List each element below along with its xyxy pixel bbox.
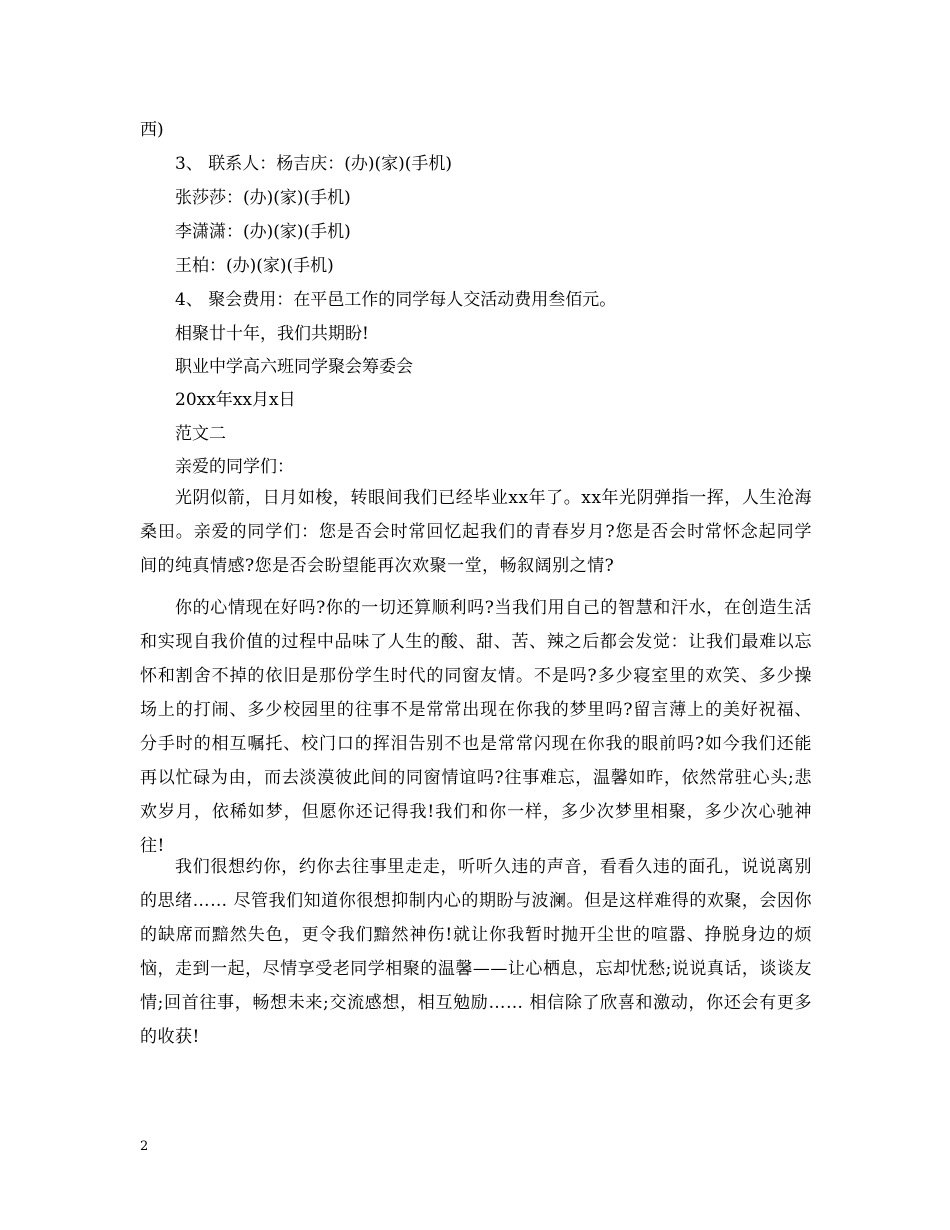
text-line-continuation: 西) — [140, 120, 164, 140]
body-paragraph: 我们很想约你，约你去往事里走走，听听久违的声音，看看久违的面孔，说说离别的思绪…… 尽管我们知道你很想抑制内心的期盼与波澜。但是这样难得的欢聚，会因你的缺席而黯然失色，更令我们黯然神伤!就让你我暂时抛开尘世的喧嚣、挣脱身边的烦恼，走到一起，尽情享受老同学相聚的温馨——让心栖息，忘却忧愁;说说真话，谈谈友情;回首往事，畅想未来;交流感想，相互勉励…… 相信除了欣喜和激动，你还会有更多的收获! — [140, 857, 812, 1047]
text-line-committee: 职业中学高六班同学聚会筹委会 — [175, 357, 413, 377]
text-line-date: 20xx年xx月x日 — [175, 390, 296, 410]
text-line-fee: 4、 聚会费用：在平邑工作的同学每人交活动费用叁佰元。 — [175, 290, 617, 310]
body-paragraph: 光阴似箭，日月如梭，转眼间我们已经毕业xx年了。xx年光阴弹指一挥，人生沧海桑田。亲爱的同学们：您是否会时常回忆起我们的青春岁月?您是否会时常怀念起同学间的纯真情感?您是否会盼望能再次欢聚一堂，畅叙阔别之情? — [140, 488, 812, 576]
salutation: 亲爱的同学们： — [175, 457, 294, 477]
text-line-contact-zhang: 张莎莎：(办)(家)(手机) — [175, 188, 351, 208]
text-line-contact-li: 李潇潇：(办)(家)(手机) — [175, 222, 351, 242]
body-paragraph: 你的心情现在好吗?你的一切还算顺利吗?当我们用自己的智慧和汗水，在创造生活和实现自我价值的过程中品味了人生的酸、甜、苦、辣之后都会发觉：让我们最难以忘怀和割舍不掉的依旧是那份学生时代的同窗友情。不是吗?多少寝室里的欢笑、多少操场上的打闹、多少校园里的往事不是常常出现在你我的梦里吗?留言薄上的美好祝福、分手时的相互嘱托、校门口的挥泪告别不也是常常闪现在你我的眼前吗?如今我们还能再以忙碌为由，而去淡漠彼此间的同窗情谊吗?往事难忘，温馨如昨，依然常驻心头;悲欢岁月，依稀如梦，但愿你还记得我!我们和你一样，多少次梦里相聚，多少次心驰神往! — [140, 598, 812, 856]
section-heading: 范文二 — [175, 424, 226, 444]
page-number: 2 — [140, 1139, 149, 1154]
text-line-contacts: 3、 联系人：杨吉庆：(办)(家)(手机) — [175, 154, 453, 174]
text-line-contact-wang: 王柏：(办)(家)(手机) — [175, 256, 334, 276]
text-line-slogan: 相聚廿十年，我们共期盼! — [175, 324, 369, 344]
